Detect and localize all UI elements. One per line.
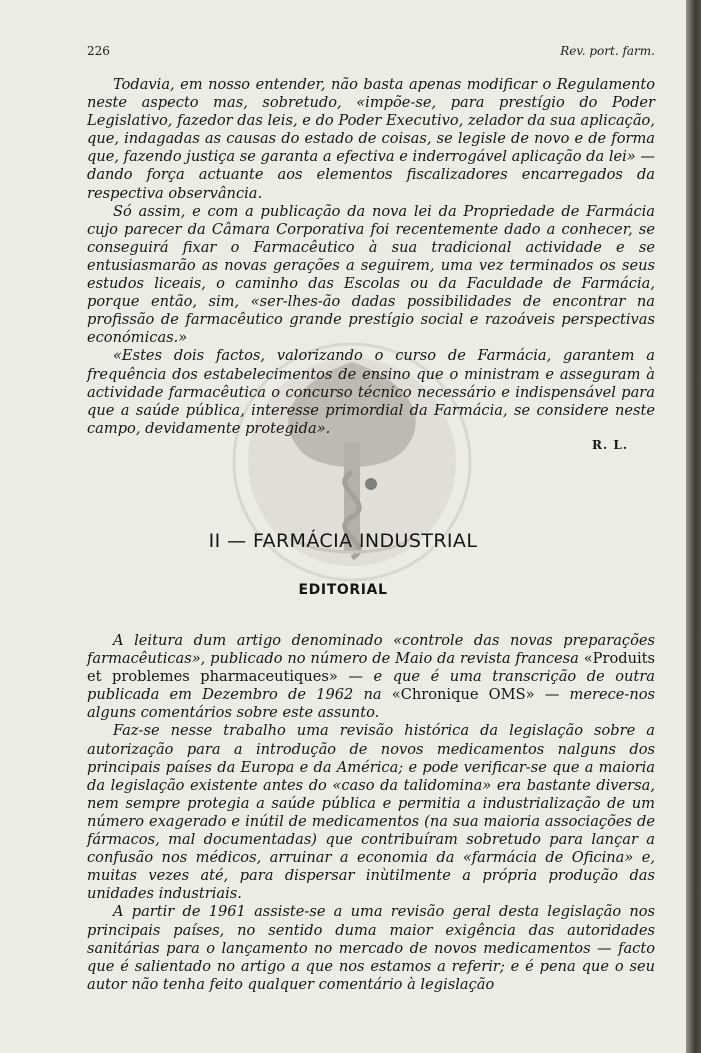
paragraph: Faz-se nesse trabalho uma revisão histórica da legislação sobre a autorização para a introdução de novos medicamentos nalguns dos principais países da Europa e da América; e pode verificar-se que a maioria da legislação existente antes do «caso da talidomina» era bastante diversa, nem sempre protegia a saúde pública e permitia a industrialização de um número exagerado e inútil de medicamentos (na sua maioria associações de fármacos, mal documentadas) que contribuíram sobretudo para lançar a confusão nos médicos, arruinar a economia da «farmácia de Oficina» e, muitas vezes até, para dispersar inùtilmente a própria produção das unidades industriais. — [87, 722, 655, 903]
subsection-heading: EDITORIAL — [298, 582, 388, 598]
journal-abbreviation: Rev. port. farm. — [560, 44, 655, 58]
author-initials: R. L. — [592, 438, 628, 452]
paragraph: A leitura dum artigo denominado «controle das novas preparações farmacêuticas», publicado no número de Maio da revista francesa «Produits et problemes pharmaceutiques» — e que é uma transcrição de outra publicada em Dezembro de 1962 na «Chronique OMS» — merece-nos alguns comentários sobre este assunto. — [87, 632, 655, 722]
page-number: 226 — [87, 44, 110, 58]
editorial-continuation — [87, 76, 655, 438]
paragraph: A partir de 1961 assiste-se a uma revisão geral desta legislação nos principais países, no sentido duma maior exigência das autoridades sanitárias para o lançamento no mercado de novos medicamentos — facto que é salientado no artigo a que nos estamos a referir; e é pena que o seu autor não tenha feito qualquer comentário à legislação — [87, 903, 655, 993]
journal-title: «Produits et problemes pharmaceutiques» — [87, 650, 655, 686]
paragraph: Todavia, em nosso entender, não basta apenas modificar o Regulamento neste aspecto mas, sobretudo, «impõe-se, para prestígio do Poder Legislativo, fazedor das leis, e do Poder Executivo, zelador da sua aplicação, que, indagadas as causas do estado de coisas, se legisle de novo e de forma que, fazendo justiça se garanta a efectiva e inderrogável aplicação da lei» — dando força actuante aos elementos fiscalizadores encarregados da respectiva observância. — [87, 76, 655, 202]
page-edge-shadow — [686, 0, 701, 1053]
paragraph: Só assim, e com a publicação da nova lei da Propriedade de Farmácia cujo parecer da Câmara Corporativa foi recentemente dado a conhecer, se conseguirá fixar o Farmacêutico à sua tradicional actividade e se entusiasmarão as novas gerações a seguirem, uma vez terminados os seus estudos liceais, o caminho das Escolas ou da Faculdade de Farmácia, porque então, sim, «ser-lhes-ão dadas possibilidades de encontrar na profissão de farmacêutico grande prestígio social e razoáveis perspectivas económicas.» — [87, 202, 655, 347]
section-heading: II — FARMÁCIA INDUSTRIAL — [208, 530, 478, 552]
journal-title: «Chronique OMS» — [391, 686, 535, 704]
paragraph: «Estes dois factos, valorizando o curso de Farmácia, garantem a frequência dos estabelecimentos de ensino que o ministram e asseguram à actividade farmacêutica o concurso técnico necessário e indispensável para que a saúde pública, interesse primordial da Farmácia, se considere neste campo, devidamente protegida». — [87, 347, 655, 437]
industrial-pharmacy-editorial — [87, 632, 655, 994]
